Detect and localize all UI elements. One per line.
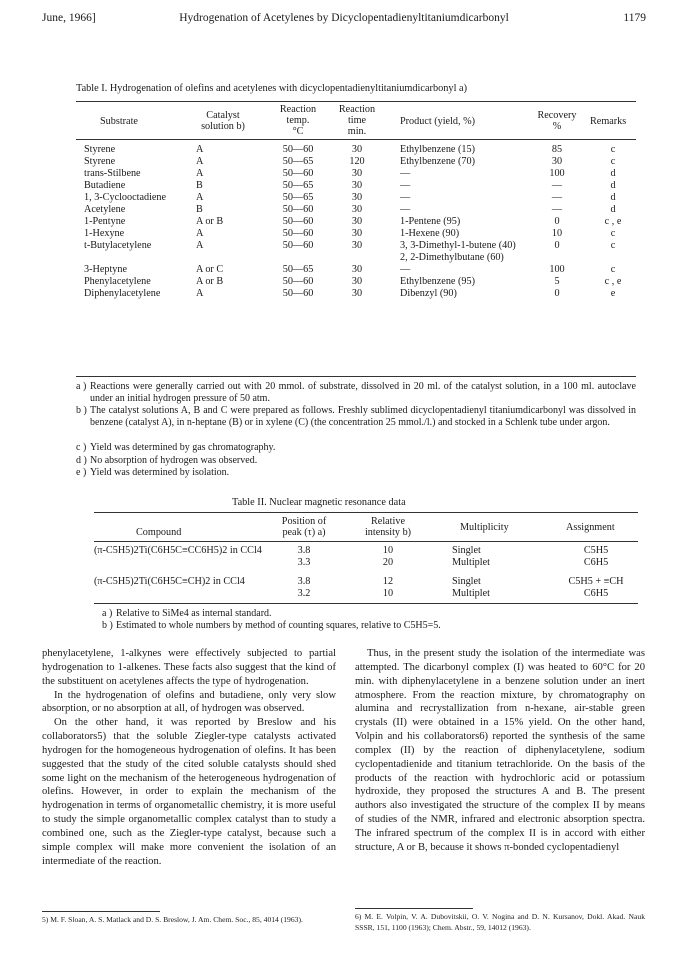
note-text: Yield was determined by gas chromatography.: [90, 442, 276, 453]
note-label: c ): [76, 442, 87, 453]
footnote-rule-right: [355, 908, 473, 909]
table1-cell-product: —: [400, 204, 411, 215]
table2-top-rule: [94, 512, 638, 513]
header-date: June, 1966]: [42, 12, 96, 24]
th2-multiplicity: Multiplicity: [460, 522, 509, 533]
table2-cell-intensity: 20: [382, 557, 394, 568]
note-text: Reactions were generally carried out with 20 mmol. of substrate, dissolved in 20 ml. of the catalyst solution, in a 100 ml. autoclave under an initial hydrogen pressure of 50 atm.: [90, 381, 636, 405]
table1-cell-catalyst: B: [196, 180, 203, 191]
th-temp-1: Reaction: [279, 104, 317, 115]
table1-cell-temp: 50—60: [282, 204, 314, 215]
table1-cell-temp: 50—60: [282, 216, 314, 227]
table1-cell-substrate: Phenylacetylene: [84, 276, 151, 287]
table2-cell-intensity: 10: [382, 588, 394, 599]
th-temp-3: °C: [292, 126, 304, 137]
table2-cell-position: 3.3: [297, 557, 311, 568]
table1-cell-time: 30: [351, 228, 363, 239]
table1-cell-time: 30: [351, 216, 363, 227]
body-right-column: [355, 647, 645, 855]
table1-cell-time: 30: [351, 240, 363, 251]
table1-cell-time: 30: [351, 288, 363, 299]
table1-cell-catalyst: A: [196, 288, 204, 299]
footnote-5: 5) M. F. Sloan, A. S. Matlack and D. S. Breslow, J. Am. Chem. Soc., 85, 4014 (1963).: [42, 915, 303, 924]
th-remarks: Remarks: [590, 116, 627, 127]
th-temp-2: temp.: [286, 115, 310, 126]
table1-cell-time: 30: [351, 276, 363, 287]
table1-cell-temp: 50—65: [282, 180, 314, 191]
table1-bottom-rule: [76, 376, 636, 377]
table1-cell-time: 30: [351, 180, 363, 191]
table2-cell-assignment: C5H5: [583, 545, 609, 556]
th-time-1: Reaction: [338, 104, 376, 115]
paragraph: In the hydrogenation of olefins and butadiene, only very slow absorption, or no absorption at all, of hydrogen was observed.: [42, 689, 336, 715]
table1-cell-remarks: c: [610, 228, 616, 239]
th-substrate: Substrate: [100, 116, 138, 127]
table1-note: [76, 381, 636, 405]
table2-cell-multiplicity: Singlet: [452, 545, 481, 556]
table1-cell-recovery: —: [551, 204, 563, 215]
table1-cell-catalyst: A: [196, 228, 204, 239]
table1-cell-remarks: c: [610, 156, 616, 167]
table1-cell-remarks: c , e: [604, 276, 622, 287]
note-label: e ): [76, 467, 87, 478]
table2-cell-compound: (π-C5H5)2Ti(C6H5C≡CC6H5)2 in CCl4: [94, 545, 262, 556]
table1-cell-remarks: c: [610, 240, 616, 251]
table1-cell-recovery: 100: [549, 168, 565, 179]
table1-cell-temp: 50—60: [282, 144, 314, 155]
table1-cell-catalyst: A: [196, 240, 204, 251]
table2-cell-multiplicity: Multiplet: [452, 588, 490, 599]
table1-cell-time: 30: [351, 204, 363, 215]
table1-cell-product: Dibenzyl (90): [400, 288, 457, 299]
table1-cell-catalyst: A or C: [196, 264, 224, 275]
table1-cell-temp: 50—65: [282, 192, 314, 203]
table1-cell-product: 3, 3-Dimethyl-1-butene (40): [400, 240, 516, 251]
paragraph: phenylacetylene, 1-alkynes were effectively subjected to partial hydrogenation to 1-alkenes. These facts also suggest that the kind of the substituent on acetylenes affects the type of hydrogenation.: [42, 648, 336, 687]
table1-cell-recovery: —: [551, 192, 563, 203]
th-product: Product (yield, %): [400, 116, 475, 127]
table1-cell-catalyst: A or B: [196, 276, 224, 287]
table1-cell-catalyst: A or B: [196, 216, 224, 227]
table1-cell-product: Ethylbenzene (70): [400, 156, 475, 167]
table1-cell-substrate: 1, 3-Cyclooctadiene: [84, 192, 167, 203]
table1-cell-product: —: [400, 180, 411, 191]
table2-cell-position: 3.8: [297, 545, 311, 556]
table1-cell-recovery: 100: [549, 264, 565, 275]
th-time-2: time: [347, 115, 367, 126]
table1-cell-substrate: Styrene: [84, 144, 116, 155]
table1-note: [76, 467, 636, 479]
table2-cell-intensity: 12: [382, 576, 394, 587]
note-text: No absorption of hydrogen was observed.: [90, 455, 258, 466]
note-text: Estimated to whole numbers by method of counting squares, relative to C5H5=5.: [116, 620, 441, 631]
table2-bottom-rule: [94, 603, 638, 604]
body-left-column: [42, 647, 336, 869]
note-text: Yield was determined by isolation.: [90, 467, 230, 478]
table1-cell-recovery: 5: [554, 276, 560, 287]
th-time-3: min.: [347, 126, 367, 137]
table1-cell-substrate: Diphenylacetylene: [84, 288, 161, 299]
table2-cell-assignment: C6H5: [583, 557, 609, 568]
table1-cell-remarks: c: [610, 144, 616, 155]
page-number: 1179: [623, 12, 646, 24]
table1-cell-product: —: [400, 264, 411, 275]
table1-cell-temp: 50—65: [282, 156, 314, 167]
table1-cell-catalyst: A: [196, 156, 204, 167]
table1-cell-time: 30: [351, 264, 363, 275]
table1-cell-product: Ethylbenzene (95): [400, 276, 475, 287]
note-label: b ): [76, 405, 87, 416]
table1-cell-substrate: 3-Heptyne: [84, 264, 127, 275]
header-title: Hydrogenation of Acetylenes by Dicyclopentadienyltitaniumdicarbonyl: [179, 12, 509, 24]
table1-cell-temp: 50—60: [282, 168, 314, 179]
table1-cell-remarks: d: [610, 168, 616, 179]
table1-note: [76, 455, 636, 467]
note-text: The catalyst solutions A, B and C were prepared as follows. Freshly sublimed dicyclopentadienyl titaniumdicarbonyl was dissolved in benzene (catalyst A), in n-heptane (B) or in xylene (C) (the concentration 25 mmol./l.) and stocked in a Schlenk tube under argon.: [90, 405, 636, 429]
table1-cell-product: 1-Hexene (90): [400, 228, 460, 239]
footnote-rule-left: [42, 911, 160, 912]
table1-cell-recovery: 30: [551, 156, 563, 167]
table2-caption: Table II. Nuclear magnetic resonance data: [232, 497, 406, 508]
note-label: d ): [76, 455, 87, 466]
table1-cell-catalyst: A: [196, 168, 204, 179]
table1-cell-remarks: e: [610, 288, 616, 299]
table2-note: [102, 608, 642, 620]
table1-cell-product: 1-Pentene (95): [400, 216, 461, 227]
table1-cell-temp: 50—60: [282, 240, 314, 251]
table1-cell-temp: 50—60: [282, 288, 314, 299]
table1-cell-substrate: trans-Stilbene: [84, 168, 141, 179]
table1-note: [76, 405, 636, 429]
table1-top-rule: [76, 101, 636, 102]
table1-cell-substrate: 1-Pentyne: [84, 216, 126, 227]
paragraph: Thus, in the present study the isolation of the intermediate was attempted. The dicarbonyl complex (I) was heated to 60°C for 20 min. with diphenylacetylene in a benzene solution under an inert atmosphere. From the reaction mixture, by chromatography on alumina and recrystallization from n-hexane, air-stable green crystals (II) were obtained in a 15% yield. On the other hand, Volpin and his collaborators6) reported the synthesis of the same complex (II) by the reaction of diphenylacetylene, sodium cyclopentadienide and titanium tetrachloride. On the basis of the products of the reaction with hydrochloric acid or potassium hydroxide, they proposed the structures A and B. The present authors also investigated the structure of the complex II by means of studies of the NMR, infrared and electronic absorption spectra. The infrared spectrum of the complex II is in accord with either structure, A or B, because it shows π-bonded cyclopentadienyl: [355, 648, 645, 853]
table1-caption: Table I. Hydrogenation of olefins and acetylenes with dicyclopentadienyltitaniumdicarbonyl a): [76, 83, 468, 94]
table1-cell-catalyst: B: [196, 204, 203, 215]
th-catalyst-1: Catalyst: [206, 110, 240, 121]
table1-cell-remarks: d: [610, 204, 616, 215]
table1-cell-time: 30: [351, 144, 363, 155]
table1-cell-substrate: Styrene: [84, 156, 116, 167]
table1-cell-temp: 50—60: [282, 276, 314, 287]
table1-cell-time: 30: [351, 192, 363, 203]
table2-cell-intensity: 10: [382, 545, 394, 556]
table2-cell-multiplicity: Multiplet: [452, 557, 490, 568]
table1-cell-product: —: [400, 192, 411, 203]
th-recovery-2: %: [552, 121, 562, 132]
table2-cell-assignment: C5H5 + ≡CH: [568, 576, 624, 587]
note-label: a ): [102, 608, 113, 619]
table1-cell-catalyst: A: [196, 144, 204, 155]
table2-cell-position: 3.2: [297, 588, 311, 599]
table1-cell-substrate: 1-Hexyne: [84, 228, 125, 239]
table1-cell-product: —: [400, 168, 411, 179]
table1-cell-remarks: d: [610, 192, 616, 203]
table1-cell-time: 30: [351, 168, 363, 179]
table2-cell-compound: (π-C5H5)2Ti(C6H5C≡CH)2 in CCl4: [94, 576, 245, 587]
table1-cell-remarks: c , e: [604, 216, 622, 227]
table2-header-rule: [94, 541, 638, 542]
table2-cell-multiplicity: Singlet: [452, 576, 481, 587]
table1-cell-product: 2, 2-Dimethylbutane (60): [400, 252, 504, 263]
table1-cell-recovery: 85: [551, 144, 563, 155]
table1-cell-temp: 50—65: [282, 264, 314, 275]
table1-cell-temp: 50—60: [282, 228, 314, 239]
th2-position-1: Position of: [281, 516, 327, 527]
th-catalyst-2: solution b): [201, 121, 245, 132]
table1-note: [76, 442, 636, 454]
note-label: a ): [76, 381, 87, 392]
table1-cell-substrate: Butadiene: [84, 180, 126, 191]
table1-cell-time: 120: [349, 156, 365, 167]
table1-cell-catalyst: A: [196, 192, 204, 203]
th-recovery-1: Recovery: [537, 110, 577, 121]
table2-note: [102, 620, 642, 632]
table1-cell-recovery: 0: [554, 216, 560, 227]
th2-position-2: peak (τ) a): [282, 527, 326, 538]
th2-compound: Compound: [136, 527, 182, 538]
note-text: Relative to SiMe4 as internal standard.: [116, 608, 272, 619]
table2-cell-position: 3.8: [297, 576, 311, 587]
note-label: b ): [102, 620, 113, 631]
footnote-6: 6) M. E. Volpin, V. A. Dubovitskii, O. V. Nogina and D. N. Kursanov, Dokl. Akad. Nauk SSSR, 151, 1100 (1963); Chem. Abstr., 59, 14012 (1963).: [355, 912, 645, 932]
th2-intensity-2: intensity b): [364, 527, 412, 538]
table1-cell-product: Ethylbenzene (15): [400, 144, 475, 155]
th2-intensity-1: Relative: [371, 516, 405, 527]
table1-cell-substrate: t-Butylacetylene: [84, 240, 152, 251]
table1-cell-recovery: 0: [554, 240, 560, 251]
table1-cell-recovery: 0: [554, 288, 560, 299]
paragraph: On the other hand, it was reported by Breslow and his collaborators5) that the soluble Ziegler-type catalysts activated hydrogen for the homogeneous hydrogenation of olefins. It has been suggested that the study of the cited soluble catalysts should shed some light on the mechanism of the heterogeneous hydrogenation of olefins. However, in order to explain the mechanism of the hydrogenation in terms of organometallic chemistry, it is more useful to study the simple organometallic complex catalyst than to study a combined one, such as the Ziegler-type catalyst, because such a simple complex will make more convenient the isolation of an intermediate of the reaction.: [42, 717, 336, 867]
table1-cell-substrate: Acetylene: [84, 204, 126, 215]
table2-cell-assignment: C6H5: [583, 588, 609, 599]
table1-cell-remarks: c: [610, 264, 616, 275]
th2-assignment: Assignment: [566, 522, 615, 533]
table1-cell-recovery: —: [551, 180, 563, 191]
table1-cell-remarks: d: [610, 180, 616, 191]
table1-cell-recovery: 10: [551, 228, 563, 239]
table1-header-rule: [76, 139, 636, 140]
